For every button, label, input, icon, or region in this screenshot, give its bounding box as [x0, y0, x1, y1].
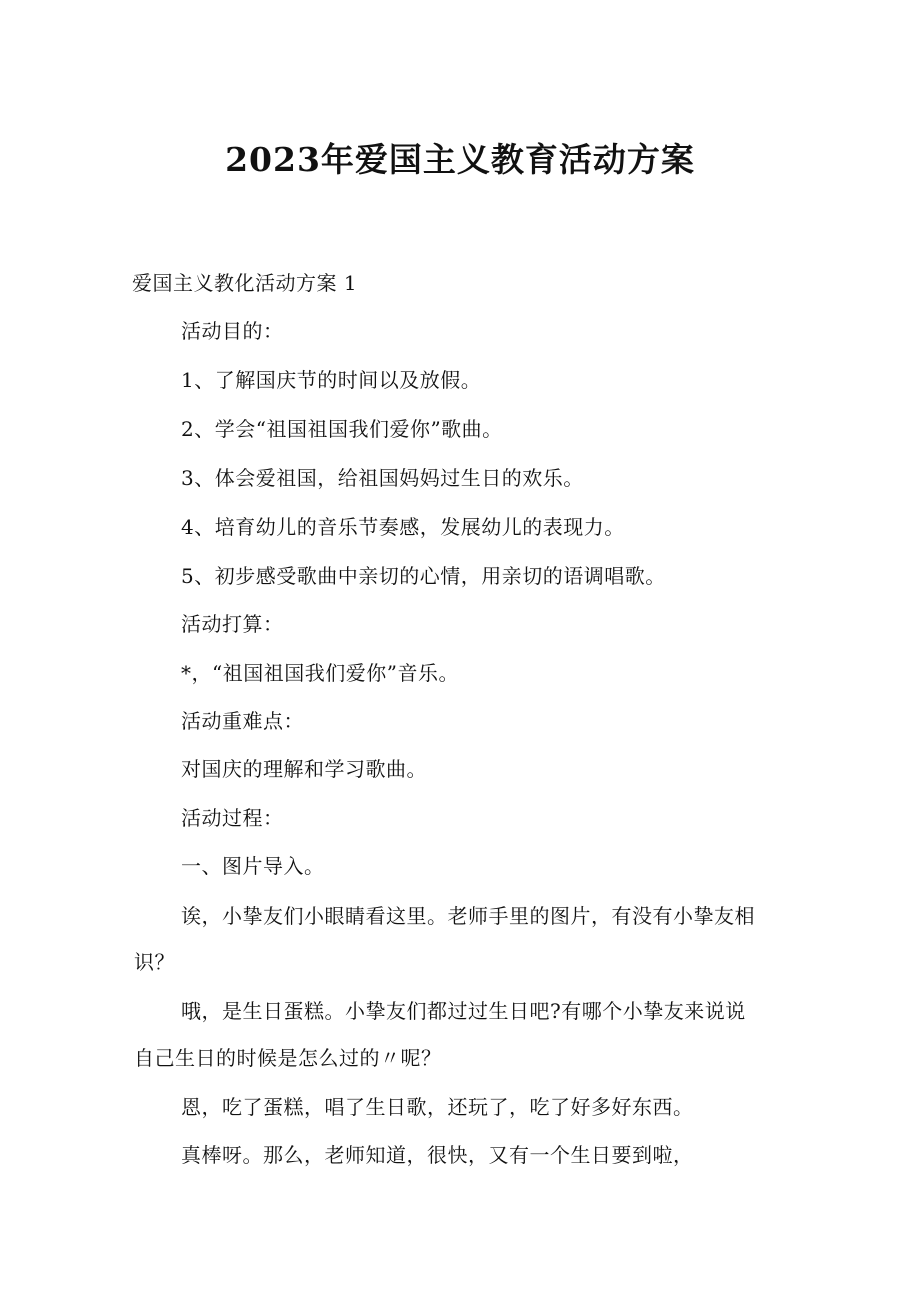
text-line: 对国庆的理解和学习歌曲。 [181, 757, 427, 781]
text-line: 活动打算： [181, 612, 284, 636]
text-line: 一、图片导入。 [181, 854, 325, 878]
document-title: 2023年爱国主义教育活动方案 [225, 140, 695, 179]
text-line: *，“祖国祖国我们爱你”音乐。 [181, 661, 459, 685]
paragraph-line: 识？ [134, 950, 175, 974]
list-item: 1、了解国庆节的时间以及放假。 [181, 368, 482, 392]
text-line: 活动过程： [181, 806, 284, 830]
text-line: 活动重难点： [181, 709, 304, 733]
section-heading: 爱国主义教化活动方案 1 [132, 271, 358, 295]
paragraph-line: 恩，吃了蛋糕，唱了生日歌，还玩了，吃了好多好东西。 [181, 1095, 694, 1119]
list-item: 2、学会“祖国祖国我们爱你”歌曲。 [181, 417, 503, 441]
text-line: 活动目的： [181, 319, 284, 343]
paragraph-line: 哦，是生日蛋糕。小挚友们都过过生日吧?有哪个小挚友来说说 [181, 999, 746, 1023]
paragraph-line: 自己生日的时候是怎么过的〃呢？ [134, 1046, 442, 1070]
list-item: 5、初步感受歌曲中亲切的心情，用亲切的语调唱歌。 [181, 564, 666, 588]
paragraph-line: 诶，小挚友们小眼睛看这里。老师手里的图片，有没有小挚友相 [181, 904, 755, 928]
list-item: 3、体会爱祖国，给祖国妈妈过生日的欢乐。 [181, 466, 584, 490]
paragraph-line: 真棒呀。那么，老师知道，很快，又有一个生日要到啦， [181, 1143, 694, 1167]
list-item: 4、培育幼儿的音乐节奏感，发展幼儿的表现力。 [181, 515, 625, 539]
